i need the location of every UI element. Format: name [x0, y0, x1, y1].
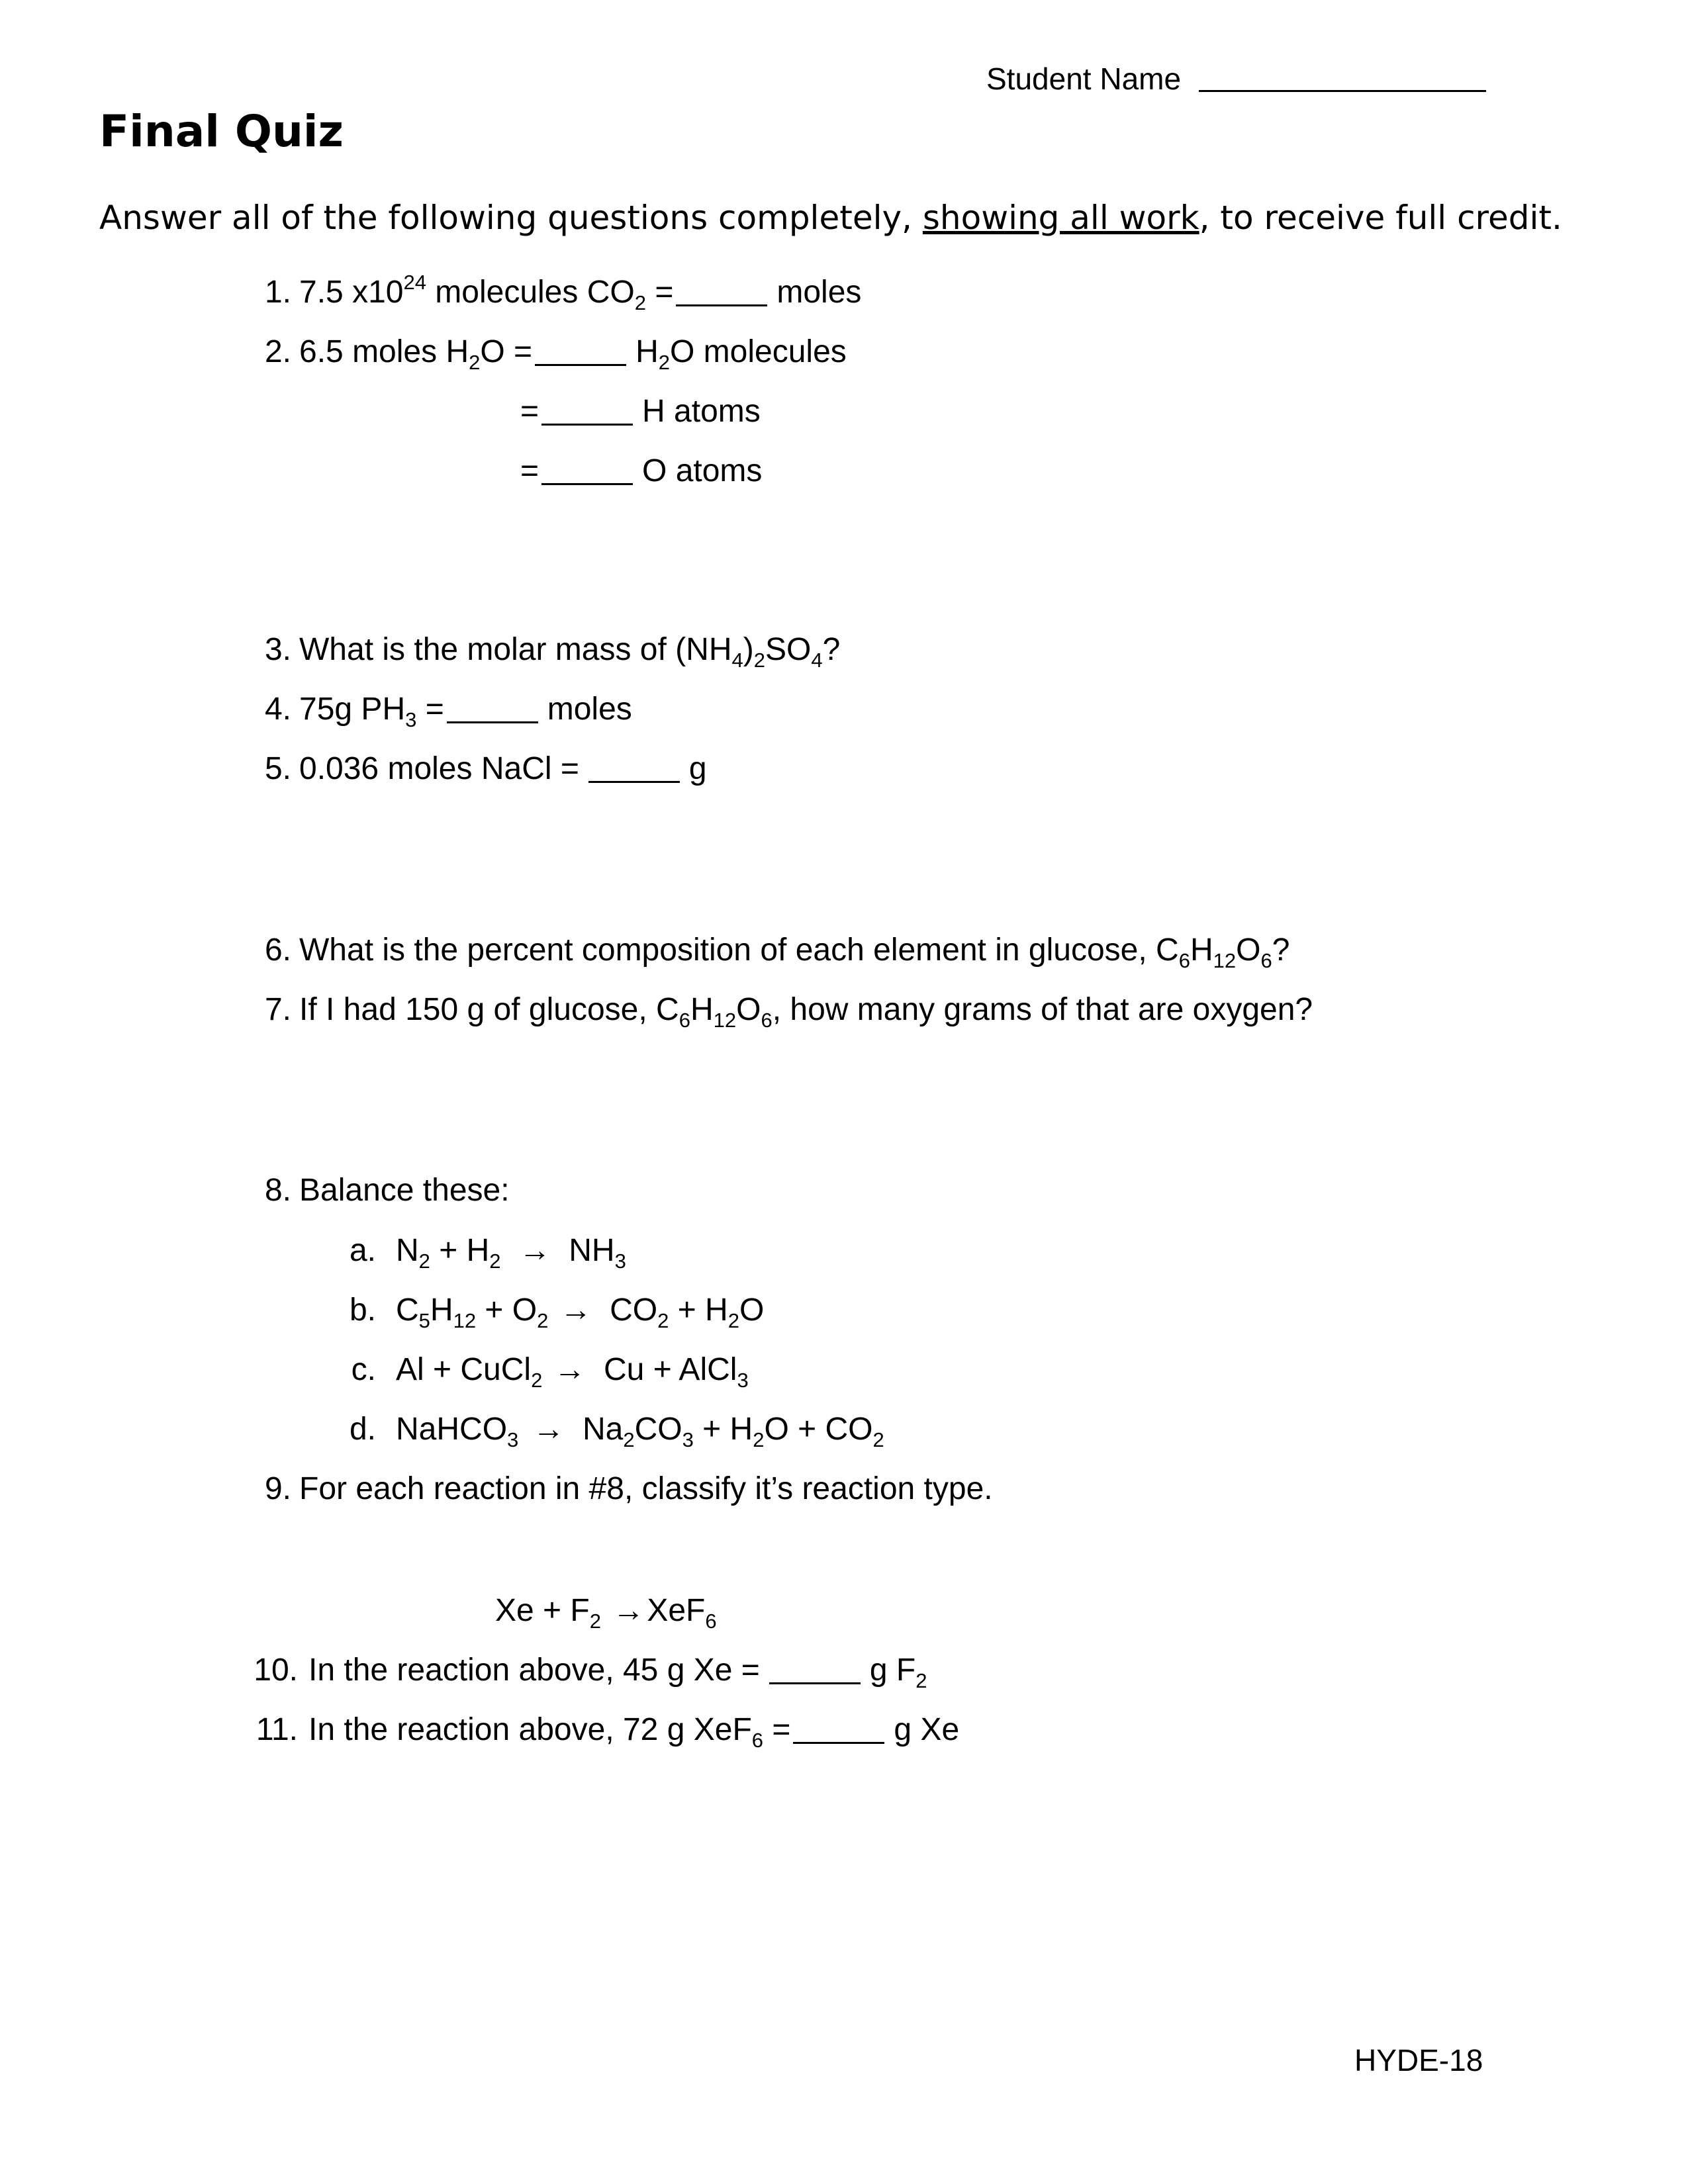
- question-2-h-atoms: [520, 396, 761, 428]
- q7-sub: 6: [761, 1009, 773, 1032]
- question-number: 8.: [264, 1173, 291, 1208]
- question-number: 3.: [264, 632, 291, 667]
- reaction-arrow: →: [532, 1412, 565, 1447]
- eq-term: CO: [610, 1293, 658, 1328]
- eq-term: NH: [569, 1233, 615, 1268]
- eq-sub: 3: [682, 1428, 694, 1451]
- q2-unit-o-atoms: O atoms: [642, 453, 763, 488]
- q2-unit-rest: O molecules: [670, 334, 847, 369]
- q4-equals: =: [425, 692, 444, 727]
- q11-text: In the reaction above, 72 g XeF: [308, 1712, 752, 1747]
- eq-sub: 2: [753, 1428, 765, 1451]
- q3-paren: ): [743, 632, 754, 667]
- question-number: 9.: [264, 1471, 291, 1506]
- eq-sub: 2: [657, 1309, 669, 1332]
- eq-term: O + CO: [764, 1412, 873, 1447]
- eq-sub: 3: [614, 1250, 626, 1273]
- eq-sub: 2: [727, 1309, 739, 1332]
- question-number: 5.: [264, 751, 291, 786]
- q2-sub: 2: [469, 351, 481, 374]
- q6-end: ?: [1272, 933, 1290, 968]
- q11-unit: g Xe: [894, 1712, 960, 1747]
- q2-equals: =: [520, 453, 539, 488]
- answer-blank[interactable]: [793, 1717, 884, 1744]
- eq-sub: 3: [507, 1428, 519, 1451]
- q10-text: In the reaction above, 45 g Xe =: [308, 1653, 760, 1688]
- reaction-arrow: →: [518, 1233, 551, 1268]
- eq-term: + O: [485, 1293, 538, 1328]
- q1-unit: moles: [776, 275, 862, 310]
- eq-sub: 5: [418, 1309, 430, 1332]
- q1-equals: =: [655, 275, 674, 310]
- q4-sub: 3: [405, 708, 417, 731]
- eq-term: Xe + F: [495, 1593, 590, 1628]
- eq-sub: 2: [589, 1610, 601, 1633]
- answer-blank[interactable]: [588, 756, 680, 783]
- eq-sub: 2: [623, 1428, 635, 1451]
- eq-sub: 6: [705, 1610, 717, 1633]
- q3-sub: 4: [731, 649, 743, 672]
- q7-sub: 12: [713, 1009, 737, 1032]
- eq-sub: 2: [537, 1309, 549, 1332]
- q3-so: SO: [765, 632, 812, 667]
- question-number: 7.: [264, 992, 291, 1027]
- eq-term: Cu + AlCl: [604, 1352, 737, 1387]
- reaction-arrow: →: [612, 1593, 645, 1628]
- eq-term: CO: [634, 1412, 682, 1447]
- q6-o: O: [1236, 933, 1261, 968]
- q5-text: 0.036 moles NaCl =: [299, 751, 579, 786]
- instructions-underlined: showing all work: [922, 199, 1199, 237]
- reaction-arrow: →: [553, 1352, 586, 1387]
- q3-sub: 2: [753, 649, 765, 672]
- eq-term: N: [396, 1233, 419, 1268]
- footer-code: HYDE-18: [1354, 2043, 1483, 2077]
- question-2-o-atoms: [520, 455, 762, 487]
- q4-text: 75g PH: [299, 692, 406, 727]
- xe-reaction: [495, 1593, 717, 1633]
- q1-mantissa: 7.5 x10: [299, 275, 404, 310]
- question-number: 4.: [264, 692, 291, 727]
- q1-text: molecules CO: [435, 275, 635, 310]
- instructions-after: , to receive full credit.: [1199, 199, 1562, 237]
- q10-unit-sub: 2: [915, 1669, 927, 1692]
- question-number: 11.: [256, 1712, 298, 1747]
- eq-term: Na: [582, 1412, 624, 1447]
- reaction-arrow: →: [559, 1293, 592, 1328]
- page-title: Final Quiz: [99, 106, 344, 157]
- q10-unit: g F: [869, 1653, 916, 1688]
- eq-term: O: [739, 1293, 765, 1328]
- answer-blank[interactable]: [541, 398, 633, 426]
- q7-text: If I had 150 g of glucose, C: [299, 992, 679, 1027]
- q6-sub: 6: [1260, 949, 1272, 972]
- question-number: 6.: [264, 933, 291, 968]
- q3-end: ?: [822, 632, 841, 667]
- answer-blank[interactable]: [769, 1657, 861, 1684]
- q5-unit: g: [688, 751, 707, 786]
- eq-sub: 2: [489, 1250, 501, 1273]
- q6-sub: 12: [1213, 949, 1237, 972]
- q7-h: H: [690, 992, 714, 1027]
- q7-sub: 6: [679, 1009, 690, 1032]
- eq-sub: 2: [872, 1428, 884, 1451]
- q11-sub: 6: [751, 1729, 764, 1752]
- eq-term: XeF: [647, 1593, 706, 1628]
- balance-letter: c.: [351, 1352, 376, 1387]
- q2-unit-h-atoms: H atoms: [642, 394, 761, 429]
- balance-letter: b.: [349, 1293, 376, 1328]
- q2-unit-h: H: [635, 334, 659, 369]
- q6-text: What is the percent composition of each element in glucose, C: [299, 933, 1179, 968]
- q1-sub: 2: [634, 291, 646, 314]
- answer-blank[interactable]: [541, 458, 633, 485]
- q7-end: , how many grams of that are oxygen?: [772, 992, 1313, 1027]
- balance-letter: d.: [349, 1412, 376, 1447]
- q8-text: Balance these:: [299, 1173, 510, 1208]
- eq-sub: 12: [453, 1309, 477, 1332]
- q2-equals: =: [514, 334, 533, 369]
- q6-sub: 6: [1178, 949, 1190, 972]
- q3-text: What is the molar mass of (NH: [299, 632, 732, 667]
- q6-h: H: [1190, 933, 1213, 968]
- answer-blank[interactable]: [676, 279, 767, 306]
- q2-text: 6.5 moles H: [299, 334, 469, 369]
- question-number: 2.: [264, 334, 291, 369]
- question-number: 1.: [264, 275, 291, 310]
- eq-term: NaHCO: [396, 1412, 508, 1447]
- balance-letter: a.: [349, 1233, 376, 1268]
- q7-o: O: [736, 992, 761, 1027]
- instructions-before: Answer all of the following questions completely,: [99, 199, 923, 237]
- q2-unit-sub: 2: [658, 351, 670, 374]
- q2-o: O: [480, 334, 505, 369]
- eq-term: C: [396, 1293, 419, 1328]
- answer-blank[interactable]: [447, 696, 538, 723]
- question-number: 10.: [254, 1653, 298, 1688]
- q4-unit: moles: [547, 692, 632, 727]
- eq-term: Al + CuCl: [396, 1352, 532, 1387]
- student-name-field: [986, 61, 1486, 97]
- eq-term: + H: [677, 1293, 728, 1328]
- eq-sub: 2: [531, 1369, 543, 1392]
- q9-text: For each reaction in #8, classify it’s reaction type.: [299, 1471, 993, 1506]
- student-name-label: Student Name: [986, 62, 1182, 96]
- q1-exponent: 24: [403, 271, 426, 294]
- instructions: [99, 199, 1562, 237]
- q11-equals: =: [772, 1712, 791, 1747]
- eq-sub: 2: [418, 1250, 430, 1273]
- eq-sub: 3: [737, 1369, 749, 1392]
- q3-sub: 4: [811, 649, 823, 672]
- q2-equals: =: [520, 394, 539, 429]
- eq-term: + H: [439, 1233, 490, 1268]
- answer-blank[interactable]: [535, 339, 626, 366]
- eq-term: H: [430, 1293, 453, 1328]
- eq-term: + H: [702, 1412, 753, 1447]
- student-name-blank[interactable]: [1199, 65, 1486, 92]
